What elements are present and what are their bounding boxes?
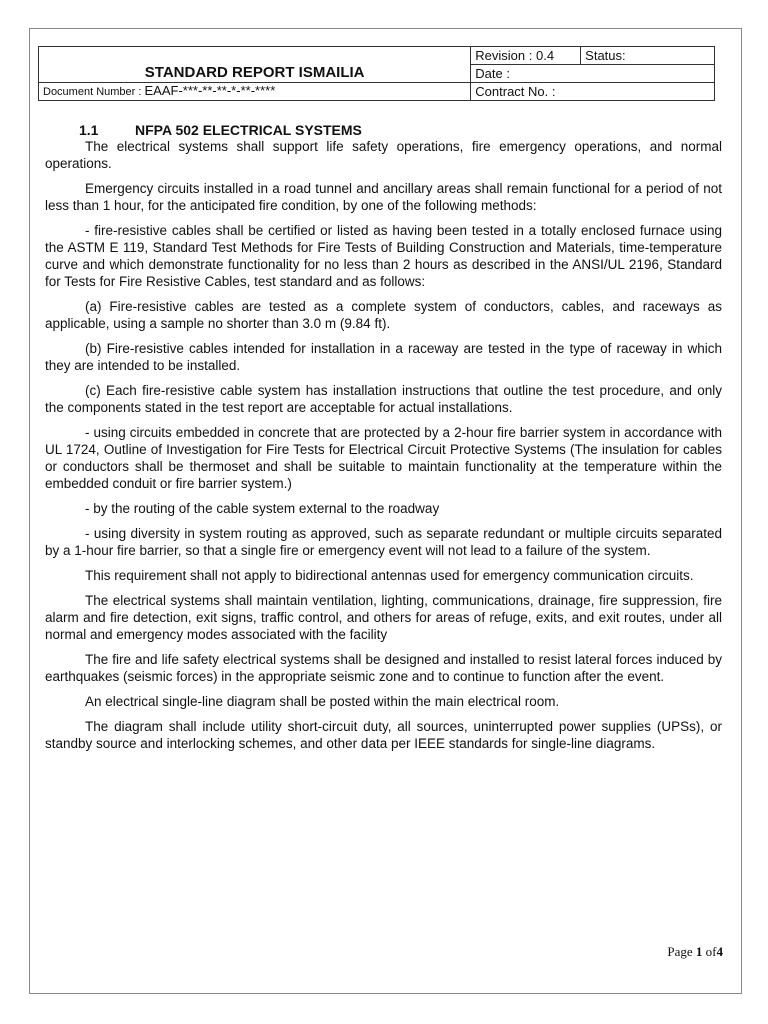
paragraph: The fire and life safety electrical systems shall be designed and installed to resist lateral forces induced by earthquakes (seismic forces) in the appropriate seismic zone and to continue to function after the event. bbox=[45, 652, 722, 684]
revision-field: Revision : 0.4 bbox=[471, 47, 581, 65]
paragraph: - by the routing of the cable system external to the roadway bbox=[85, 501, 440, 516]
contract-field: Contract No. : bbox=[471, 83, 715, 101]
document-number-label: Document Number : bbox=[43, 86, 142, 98]
document-number-field bbox=[39, 83, 471, 101]
of-label: of bbox=[705, 944, 717, 959]
document-title: STANDARD REPORT ISMAILIA bbox=[39, 47, 471, 83]
page-total: 4 bbox=[716, 944, 723, 959]
date-field: Date : bbox=[471, 65, 715, 83]
page-footer bbox=[667, 944, 723, 960]
page-current: 1 bbox=[695, 944, 703, 959]
paragraph: - using circuits embedded in concrete that are protected by a 2-hour fire barrier system in accordance with UL 1724, Outline of Investigation for Fire Tests for Electrical Circuit Protective Systems (The insulation for cables or conductors shall be thermoset and shall be suitable to maintain functionality at the temperature within the embedded conduit or fire barrier system.) bbox=[45, 425, 722, 491]
page-label: Page bbox=[667, 944, 693, 959]
section-heading bbox=[45, 122, 722, 138]
paragraph: The diagram shall include utility short-circuit duty, all sources, uninterrupted power supplies (UPSs), or standby source and interlocking schemes, and other data per IEEE standards for single-line diagrams. bbox=[45, 719, 722, 751]
paragraph: (a) Fire-resistive cables are tested as a complete system of conductors, cables, and raceways as applicable, using a sample no shorter than 3.0 m (9.84 ft). bbox=[45, 299, 722, 331]
paragraph: This requirement shall not apply to bidirectional antennas used for emergency communication circuits. bbox=[85, 568, 694, 583]
document-body bbox=[45, 122, 722, 760]
status-field: Status: bbox=[581, 47, 715, 65]
paragraph: The electrical systems shall support life safety operations, fire emergency operations, and normal operations. bbox=[45, 139, 722, 171]
section-number: 1.1 bbox=[79, 122, 99, 138]
paragraph: The electrical systems shall maintain ventilation, lighting, communications, drainage, fire suppression, fire alarm and fire detection, exit signs, traffic control, and others for areas of refuge, exits, and exit routes, under all normal and emergency modes associated with the facility bbox=[45, 593, 722, 642]
paragraph: An electrical single-line diagram shall be posted within the main electrical room. bbox=[85, 694, 560, 709]
paragraph: - using diversity in system routing as approved, such as separate redundant or multiple circuits separated by a 1-hour fire barrier, so that a single fire or emergency event will not lead to a failure of the system. bbox=[45, 526, 722, 558]
paragraph: (b) Fire-resistive cables intended for installation in a raceway are tested in the type of raceway in which they are intended to be installed. bbox=[45, 341, 722, 373]
section-title: NFPA 502 ELECTRICAL SYSTEMS bbox=[135, 122, 362, 138]
document-number-value: EAAF-***-**-**-*-**-**** bbox=[144, 83, 276, 98]
paragraph: (c) Each fire-resistive cable system has installation instructions that outline the test procedure, and only the components stated in the test report are acceptable for actual installations. bbox=[45, 383, 722, 415]
paragraph: Emergency circuits installed in a road tunnel and ancillary areas shall remain functional for a period of not less than 1 hour, for the anticipated fire condition, by one of the following methods: bbox=[45, 181, 722, 213]
paragraph: - fire-resistive cables shall be certified or listed as having been tested in a totally enclosed furnace using the ASTM E 119, Standard Test Methods for Fire Tests of Building Construction and Materials, time-temperature curve and which demonstrate functionality for no less than 2 hours as described in the ANSI/UL 2196, Standard for Tests for Fire Resistive Cables, test standard and as follows: bbox=[45, 223, 722, 289]
document-header-table bbox=[38, 46, 715, 101]
